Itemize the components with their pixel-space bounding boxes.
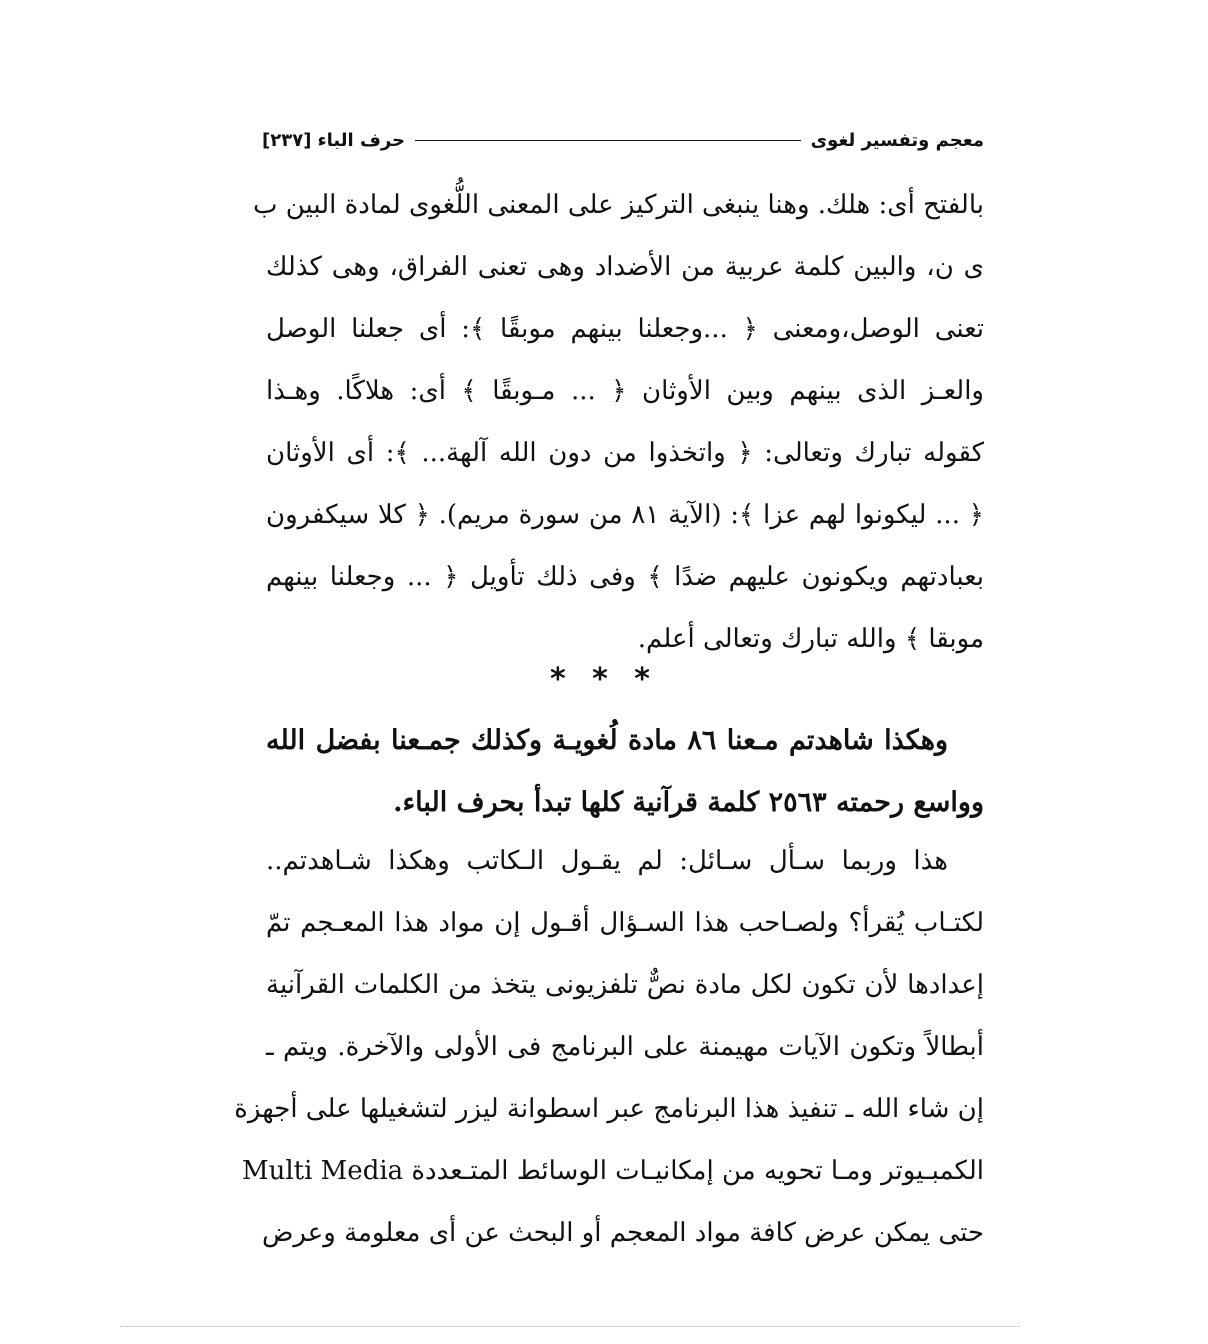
text-line: ى ن، والبين كلمة عربية من الأضداد وهى تعنى الفراق، وهى كذلك bbox=[266, 252, 984, 282]
book-title: معجم وتفسير لغوى bbox=[810, 129, 984, 151]
text-line: أبطالاً وتكون الآيات مهيمنة على البرنامج فى الأولى والآخرة. ويتم ـ bbox=[266, 1032, 984, 1062]
summary-line: وهكذا شاهدتم مـعنا ٨٦ مادة لُغويـة وكذلك جمـعنا بفضل الله bbox=[266, 725, 948, 756]
chapter-title: حرف الباء bbox=[317, 129, 406, 151]
text-line: الكمبـيوتر ومـا تحويه من إمكانيـات الوسائط المتـعددة Multi Media bbox=[241, 1156, 984, 1186]
text-line: ﴿ ... ليكونوا لهم عزا ﴾: (الآية ٨١ من سورة مريم). ﴿ كلا سيكفرون bbox=[266, 500, 984, 530]
running-header bbox=[262, 122, 984, 158]
text-line: إن شاء الله ـ تنفيذ هذا البرنامج عبر اسطوانة ليزر لتشغيلها على أجهزة bbox=[234, 1094, 984, 1124]
text-line: بعبادتهم ويكونون عليهم ضدًا ﴾ وفى ذلك تأويل ﴿ ... وجعلنا بينهم bbox=[266, 562, 984, 592]
text-line: لكتـاب يُقرأ؟ ولصـاحب هذا السـؤال أقـول إن مواد هذا المعـجم تمّ bbox=[266, 908, 984, 938]
text-line: كقوله تبارك وتعالى: ﴿ واتخذوا من دون الله آلهة... ﴾: أى الأوثان bbox=[266, 438, 984, 468]
text-line: إعدادها لأن تكون لكل مادة نصٌّ تلفزيونى يتخذ من الكلمات القرآنية bbox=[266, 970, 984, 1000]
page-number: [٢٣٧] bbox=[262, 129, 312, 151]
summary-line: وواسع رحمته ٢٥٦٣ كلمة قرآنية كلها تبدأ بحرف الباء. bbox=[393, 787, 984, 818]
scan-artifacts bbox=[120, 1326, 1020, 1335]
text-line: موبقا ﴾ والله تبارك وتعالى أعلم. bbox=[637, 624, 984, 654]
text-line: هذا وربما سـأل سـائل: لم يقـول الـكاتب وهكذا شـاهدتم.. bbox=[266, 846, 948, 876]
header-rule bbox=[415, 140, 801, 141]
text-line: حتى يمكن عرض كافة مواد المعجم أو البحث عن أى معلومة وعرض bbox=[261, 1218, 984, 1248]
text-line: بالفتح أى: هلك. وهنا ينبغى التركيز على المعنى اللُّغوى لمادة البين ب bbox=[253, 190, 984, 220]
section-separator: * * * bbox=[550, 662, 658, 697]
text-line: تعنى الوصل،ومعنى ﴿ ...وجعلنا بينهم موبقًا ﴾: أى جعلنا الوصل bbox=[266, 314, 984, 344]
text-line: والعـز الذى بينهم وبين الأوثان ﴿ ... مـوبقًا ﴾ أى: هلاكًا. وهـذا bbox=[266, 376, 984, 406]
